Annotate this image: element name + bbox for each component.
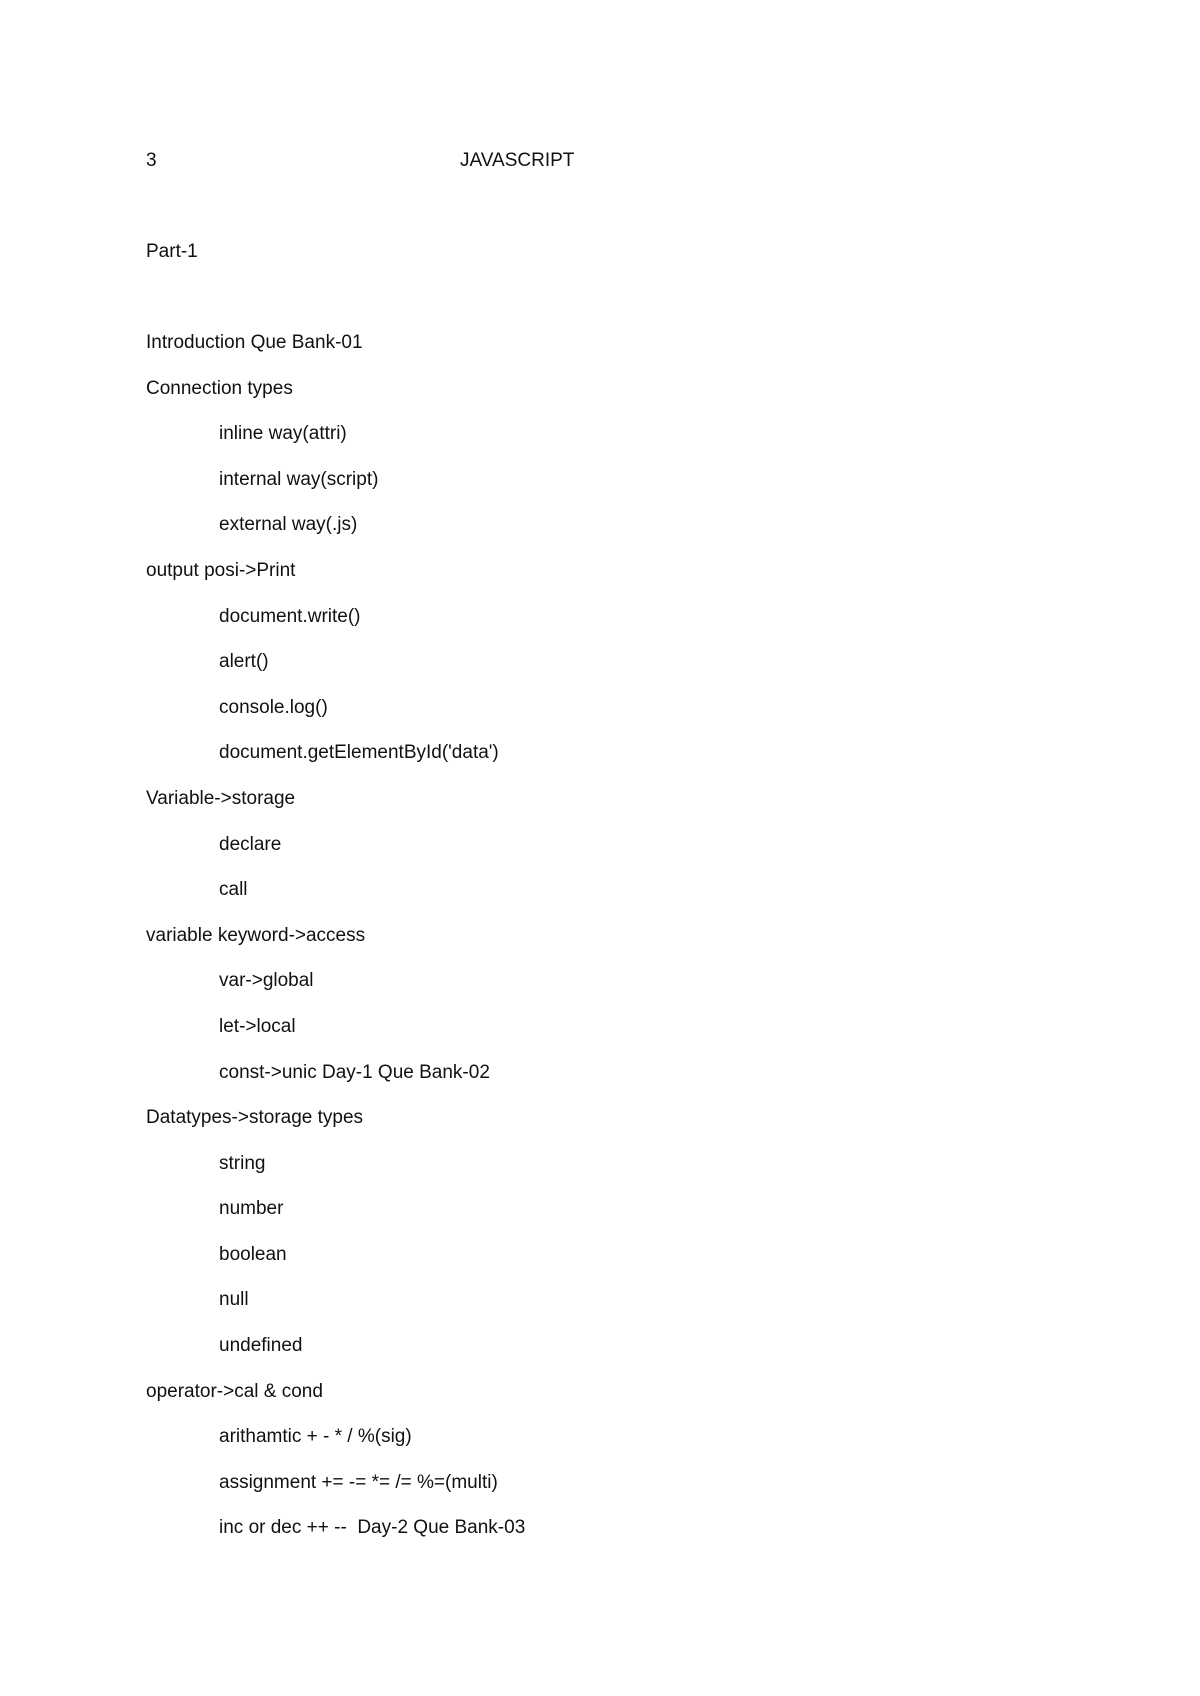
- sub-item: declare: [219, 833, 282, 855]
- topic-heading: Datatypes->storage types: [146, 1107, 364, 1129]
- sub-item: document.write(): [219, 605, 361, 627]
- sub-item: let->local: [219, 1015, 296, 1037]
- sub-item: document.getElementById('data'): [219, 742, 499, 764]
- topic-heading: Variable->storage: [146, 787, 296, 809]
- page-title: JAVASCRIPT: [460, 150, 575, 171]
- sub-item: boolean: [219, 1243, 287, 1265]
- sub-item: null: [219, 1289, 249, 1311]
- topic-heading: Connection types: [146, 377, 293, 399]
- topic-heading: Introduction Que Bank-01: [146, 332, 363, 353]
- sub-item: var->global: [219, 970, 314, 992]
- sub-item: console.log(): [219, 696, 328, 718]
- sub-item: call: [219, 879, 248, 901]
- notes-list: [146, 332, 525, 1563]
- topic-heading: output posi->Print: [146, 559, 296, 581]
- sub-item: inline way(attri): [219, 423, 347, 445]
- sub-item: number: [219, 1198, 284, 1220]
- sub-item: assignment += -= *= /= %=(multi): [219, 1471, 498, 1493]
- sub-item: inc or dec ++ -- Day-2 Que Bank-03: [219, 1517, 526, 1539]
- sub-item: const->unic Day-1 Que Bank-02: [219, 1061, 490, 1083]
- sub-item: string: [219, 1152, 266, 1174]
- page-number: 3: [146, 150, 157, 171]
- sub-item: internal way(script): [219, 468, 379, 490]
- topic-heading: variable keyword->access: [146, 924, 366, 946]
- sub-item: arithamtic + - * / %(sig): [219, 1426, 412, 1448]
- sub-item: undefined: [219, 1335, 303, 1357]
- topic-heading: operator->cal & cond: [146, 1380, 323, 1402]
- sub-item: external way(.js): [219, 514, 358, 536]
- sub-item: alert(): [219, 651, 269, 673]
- part-label: Part-1: [146, 241, 198, 262]
